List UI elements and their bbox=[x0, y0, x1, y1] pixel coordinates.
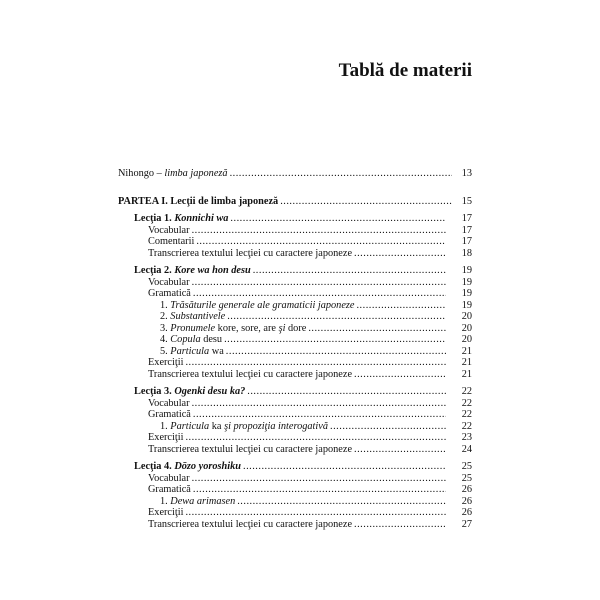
toc-entry-vocabular[interactable] bbox=[118, 277, 472, 289]
toc-entry-transcriere[interactable] bbox=[118, 248, 472, 260]
dot-leader bbox=[193, 288, 446, 300]
part-heading: PARTEA I. Lecţii de limba japoneză bbox=[118, 195, 279, 207]
dot-leader bbox=[330, 421, 446, 433]
toc-entry-lectia-2[interactable] bbox=[118, 265, 472, 277]
toc-subentry[interactable] bbox=[118, 323, 472, 335]
page-number: 22 bbox=[461, 386, 472, 397]
dot-leader bbox=[230, 168, 452, 180]
toc-entry-label: Transcrierea textului lecţiei cu caractere japoneze bbox=[148, 368, 353, 380]
dot-leader bbox=[185, 432, 446, 444]
toc-entry-label: Exerciţii bbox=[148, 357, 184, 368]
toc-entry-label: Exerciţii bbox=[148, 507, 184, 518]
toc-entry-transcriere[interactable] bbox=[118, 519, 472, 531]
dot-leader bbox=[253, 265, 446, 277]
lesson-title: Ogenki desu ka? bbox=[174, 386, 246, 397]
dot-leader bbox=[247, 386, 446, 398]
dot-leader bbox=[226, 346, 446, 358]
page-number: 19 bbox=[461, 265, 472, 276]
page-number: 21 bbox=[461, 345, 472, 357]
subentry-number: 5. bbox=[160, 345, 171, 357]
toc-entry-vocabular[interactable] bbox=[118, 473, 472, 485]
dot-leader bbox=[192, 398, 446, 410]
dot-leader bbox=[196, 236, 446, 248]
dot-leader bbox=[354, 519, 446, 531]
dot-leader bbox=[354, 369, 446, 381]
subentry-number: 4. bbox=[160, 334, 171, 345]
page-number: 26 bbox=[461, 495, 472, 507]
page-number: 26 bbox=[461, 484, 472, 495]
dot-leader bbox=[185, 357, 446, 369]
toc-entry-label: Transcrierea textului lecţiei cu caractere japoneze bbox=[148, 443, 353, 455]
toc-entry-label: Vocabular bbox=[148, 224, 190, 236]
page-number: 17 bbox=[461, 224, 472, 236]
page-number: 25 bbox=[461, 472, 472, 484]
subentry-title: Trăsăturile generale ale gramaticii japoneze bbox=[170, 299, 355, 311]
toc-entry-label-italic: limba japoneză bbox=[164, 168, 228, 179]
page-number: 21 bbox=[461, 357, 472, 368]
toc-entry-label: Vocabular bbox=[148, 472, 190, 484]
page-title: Tablă de materii bbox=[338, 60, 472, 81]
page-number: 25 bbox=[461, 461, 472, 472]
page-number: 20 bbox=[461, 311, 472, 322]
toc-entry-label: Vocabular bbox=[148, 276, 190, 288]
toc-entry-exercitii[interactable] bbox=[118, 357, 472, 369]
dot-leader bbox=[308, 323, 446, 335]
dot-leader bbox=[243, 461, 446, 473]
toc-entry-gramatica[interactable] bbox=[118, 409, 472, 421]
lesson-title: Konnichi wa bbox=[174, 213, 229, 224]
dot-leader bbox=[354, 248, 446, 260]
dot-leader bbox=[193, 484, 446, 496]
page-number: 20 bbox=[461, 322, 472, 334]
lesson-label: Lecţia 4. bbox=[134, 461, 175, 472]
lesson-label: Lecţia 1. bbox=[134, 213, 175, 224]
subentry-text: ka bbox=[209, 420, 225, 432]
toc-entry-label: Gramatică bbox=[148, 484, 191, 495]
dot-leader bbox=[224, 334, 446, 346]
page-number: 24 bbox=[461, 443, 472, 455]
toc-entry-partea-1[interactable] bbox=[118, 196, 472, 208]
toc-entry-lectia-3[interactable] bbox=[118, 386, 472, 398]
toc-entry-gramatica[interactable] bbox=[118, 484, 472, 496]
toc-entry-lectia-1[interactable] bbox=[118, 213, 472, 225]
toc-entry-label: Nihongo – bbox=[118, 168, 165, 179]
subentry-text: dore bbox=[285, 322, 307, 334]
subentry-title: Particula bbox=[170, 420, 210, 432]
page-number: 21 bbox=[461, 368, 472, 380]
toc-entry-nihongo[interactable] bbox=[118, 168, 472, 180]
page-number: 22 bbox=[461, 420, 472, 432]
subentry-number: 1. bbox=[160, 495, 171, 507]
toc-entry-label: Gramatică bbox=[148, 288, 191, 299]
dot-leader bbox=[280, 196, 452, 208]
toc-entry-label: Transcrierea textului lecţiei cu caractere japoneze bbox=[148, 518, 353, 530]
toc-entry-transcriere[interactable] bbox=[118, 444, 472, 456]
page-number: 19 bbox=[461, 299, 472, 311]
subentry-title: Particula bbox=[170, 345, 210, 357]
lesson-title: Kore wa hon desu bbox=[174, 265, 251, 276]
dot-leader bbox=[192, 277, 446, 289]
subentry-text: wa bbox=[209, 345, 224, 357]
subentry-title: şi bbox=[278, 322, 286, 334]
lesson-title: Dōzo yoroshiku bbox=[174, 461, 241, 472]
dot-leader bbox=[192, 473, 446, 485]
toc-entry-vocabular[interactable] bbox=[118, 225, 472, 237]
toc-entry-label: Vocabular bbox=[148, 397, 190, 409]
subentry-text: kore, sore, are bbox=[215, 322, 279, 334]
toc-subentry[interactable] bbox=[118, 334, 472, 346]
toc-entry-lectia-4[interactable] bbox=[118, 461, 472, 473]
toc-entry-exercitii[interactable] bbox=[118, 507, 472, 519]
subentry-number: 2. bbox=[160, 311, 171, 322]
subentry-title: Copula bbox=[170, 334, 201, 345]
page-number: 17 bbox=[461, 213, 472, 224]
page-number: 23 bbox=[461, 432, 472, 443]
subentry-number: 1. bbox=[160, 420, 171, 432]
dot-leader bbox=[192, 225, 446, 237]
subentry-title: Dewa arimasen bbox=[170, 495, 236, 507]
toc-subentry[interactable] bbox=[118, 311, 472, 323]
toc-entry-transcriere[interactable] bbox=[118, 369, 472, 381]
toc-entry-gramatica[interactable] bbox=[118, 288, 472, 300]
page-number: 19 bbox=[461, 276, 472, 288]
page-number: 22 bbox=[461, 397, 472, 409]
toc-entry-label: Comentarii bbox=[148, 236, 195, 247]
lesson-label: Lecţia 2. bbox=[134, 265, 175, 276]
toc-entry-exercitii[interactable] bbox=[118, 432, 472, 444]
subentry-number: 1. bbox=[160, 299, 171, 311]
table-of-contents bbox=[118, 168, 472, 530]
toc-entry-label: Transcrierea textului lecţiei cu caractere japoneze bbox=[148, 247, 353, 259]
toc-subentry[interactable] bbox=[118, 496, 472, 508]
lesson-label: Lecţia 3. bbox=[134, 386, 175, 397]
subentry-title: Substantivele bbox=[170, 311, 226, 322]
page-number: 27 bbox=[461, 518, 472, 530]
dot-leader bbox=[237, 496, 446, 508]
subentry-text: desu bbox=[200, 334, 223, 345]
page-number: 20 bbox=[461, 334, 472, 345]
page-number: 13 bbox=[461, 168, 472, 179]
toc-subentry[interactable] bbox=[118, 300, 472, 312]
page-number: 19 bbox=[461, 288, 472, 299]
toc-entry-comentarii[interactable] bbox=[118, 236, 472, 248]
dot-leader bbox=[227, 311, 446, 323]
page-number: 26 bbox=[461, 507, 472, 518]
toc-entry-vocabular[interactable] bbox=[118, 398, 472, 410]
dot-leader bbox=[230, 213, 446, 225]
toc-entry-label: Gramatică bbox=[148, 409, 191, 420]
subentry-title: Pronumele bbox=[170, 322, 216, 334]
page-number: 15 bbox=[461, 195, 472, 207]
toc-entry-label: Exerciţii bbox=[148, 432, 184, 443]
page-number: 18 bbox=[461, 247, 472, 259]
page-number: 22 bbox=[461, 409, 472, 420]
page-number: 17 bbox=[461, 236, 472, 247]
subentry-number: 3. bbox=[160, 322, 171, 334]
dot-leader bbox=[356, 300, 446, 312]
subentry-title: şi propoziţia interogativă bbox=[224, 420, 329, 432]
dot-leader bbox=[354, 444, 446, 456]
toc-subentry[interactable] bbox=[118, 421, 472, 433]
toc-subentry[interactable] bbox=[118, 346, 472, 358]
dot-leader bbox=[185, 507, 446, 519]
dot-leader bbox=[193, 409, 446, 421]
